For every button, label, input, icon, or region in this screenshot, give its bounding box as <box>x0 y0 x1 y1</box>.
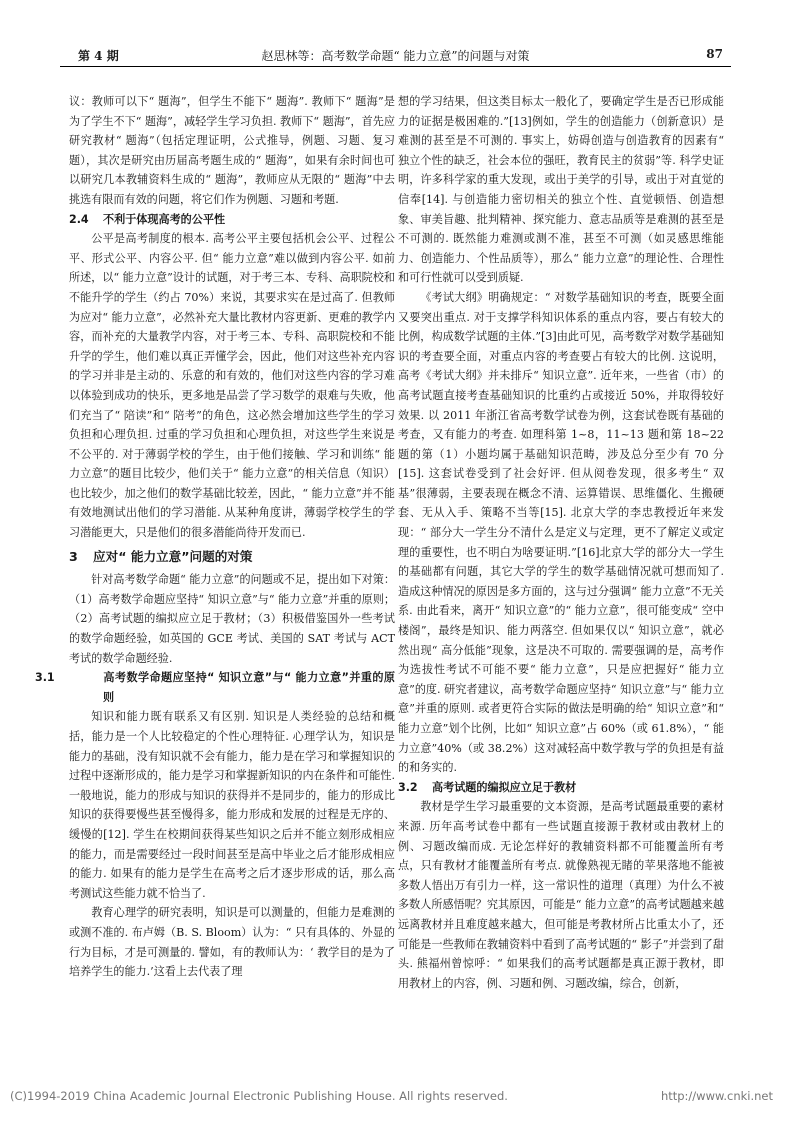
paragraph: 公平是高考制度的根本. 高考公平主要包括机会公平、过程公平、形式公平、内容公平. 但“ 能力立意”难以做到内容公平. 如前所述，以“ 能力立意”设计的试题，对于考三本、专科、高职院校和不能升学的学生（约占 70%）来说，其要求实在是过高了. 但教师为应对“ 能力立意”，必然补充大量比教材内容更新、更难的教学内容，而补充的大量教学内容，对于考三本、专科、高职院校和不能升学的学生，他们难以真正弄懂学会，因此，他们对这些补充内容的学习并非是主动的、乐意的和有效的，他们对这些内容的学习难以体验到成功的快乐，更多地是品尝了学习数学的艰难与失败，他们充当了“ 陪读”和“ 陪考”的角色，这必然会增加这些学生的学习负担和心理负担. 过重的学习负担和心理负担，对这些学生来说是不公平的. 对于薄弱学校的学生，由于他们接触、学习和训练“ 能力立意”的题目比较少，他们关于“ 能力立意”的相关信息（知识）也比较少，加之他们的数学基础比较差，因此，“ 能力立意”并不能有效地测试出他们的学习潜能. 从某种角度讲，薄弱学校学生的学习潜能更大，只是他们的很多潜能尚待开发而已. <box>69 232 395 540</box>
paragraph: 针对高考数学命题“ 能力立意”的问题或不足，提出如下对策：（1）高考数学命题应坚持“ 知识立意”与“ 能力立意”并重的原则；（2）高考试题的编拟应立足于教材；（3）积极借鉴国外一些考试的数学命题经验，如英国的 GCE 考试、美国的 SAT 考试与 ACT 考试的数学命题经验. <box>69 573 395 665</box>
running-header <box>60 44 731 67</box>
running-title: 赵思林等：高考数学命题“ 能力立意”的问题与对策 <box>261 49 530 63</box>
left-column <box>35 92 395 982</box>
section-number: 2.4 <box>69 212 89 226</box>
website-link[interactable]: http://www.cnki.net <box>660 1089 773 1103</box>
section-heading-3 <box>69 547 395 567</box>
paragraph: 教材是学生学习最重要的文本资源，是高考试题最重要的素材来源. 历年高考试卷中都有一些试题直接源于教材或由教材上的例、习题改编而成. 无论怎样好的教辅资料都不可能覆盖所有考点，只有教材才能覆盖所有考点. 就像熟视无睹的苹果落地不能被多数人悟出万有引力一样，这一常识性的道理（真理）为什么不被多数人所感悟呢？究其原因，可能是“ 能力立意”的高考试题越来越远离教材并且难度越来越大，但可能是考教材所占比重太小了，还可能是一些教师在教辅资料中看到了高考试题的“ 影子”并尝到了甜头. 熊福州曾惊呼：“ 如果我们的高考试题都是真正源于教材，即用教材上的内容，例、习题和例、习题改编，综合，创新， <box>398 800 724 990</box>
section-number: 3.1 <box>35 671 55 685</box>
section-title: 高考数学命题应坚持“ 知识立意”与“ 能力立意”并重的原则 <box>103 671 395 704</box>
issue-number: 第 4 期 <box>78 49 119 63</box>
section-title: 应对“ 能力立意”问题的对策 <box>93 548 253 564</box>
paragraph: 知识和能力既有联系又有区别. 知识是人类经验的总结和概括，能力是一个人比较稳定的个性心理特征. 心理学认为，知识是能力的基础，没有知识就不会有能力，能力是在学习和掌握知识的过程中逐渐形成的，能力是学习和掌握新知识的内在条件和可能性. 一般地说，能力的形成与知识的获得并不是同步的，能力的形成比知识的获得要慢些甚至慢得多，能力形成和发展的过程是无序的、缓慢的[12]. 学生在校期间获得某些知识之后并不能立刻形成相应的能力，而是需要经过一段时间甚至是高中毕业之后才能形成相应的能力. 如果有的能力是学生在高考之后才逐步形成的话，那么高考测试这些能力就不恰当了. <box>69 710 395 900</box>
section-number: 3.2 <box>398 780 418 794</box>
paragraph: 教育心理学的研究表明，知识是可以测量的，但能力是难测的或测不准的. 布卢姆（B. S. Bloom）认为：“ 只有具体的、外显的行为目标，才是可测量的. 譬如，有的教师认为：‘ 教学目的是为了培养学生的能力.’这看上去代表了理 <box>69 906 395 979</box>
paragraph: 议：教师可以下“ 题海”，但学生不能下“ 题海”. 教师下“ 题海”是为了学生不下“ 题海”，减轻学生学习负担. 教师下“ 题海”，首先应研究教材“ 题海”（包括定理证明，公式推导，例题、习题、复习题），其次是研究由历届高考题生成的“ 题海”，如果有余时间也可以研究几本教辅资料生成的“ 题海”，教师应从无限的“ 题海”中去挑选有限而有效的问题，将它们作为例题、习题和考题. <box>69 95 395 206</box>
paragraph: 《考试大纲》明确规定：“ 对数学基础知识的考查，既要全面又要突出重点. 对于支撑学科知识体系的重点内容，要占有较大的比例，构成数学试题的主体.”[3]由此可见，高考数学对数学基础知识的考查要全面，对重点内容的考查要占有较大的比例. 这说明，高考《考试大纲》并未排斥“ 知识立意”. 近年来，一些省（市）的高考试题直接考查基础知识的比重约占或接近 50%，并取得较好效果. 以 2011 年浙江省高考数学试卷为例，这套试卷既有基础的考查，又有能力的考查. 如理科第 1~8，11~13 题和第 18~22 题的第（1）小题均属于基础知识范畴，涉及总分至少有 70 分[15]. 这套试卷受到了社会好评. 但从阅卷发现，很多考生“ 双基”很薄弱，主要表现在概念不清、运算错误、思维僵化、生搬硬套、无从入手、策略不当等[15]. 北京大学的李忠教授近年来发现：“ 部分大一学生分不清什么是定义与定理，更不了解定义或定理的重要性，也不明白为啥要证明.”[16]北京大学的部分大一学生的基础都有问题，其它大学的学生的数学基础情况就可想而知了. 造成这种情况的原因是多方面的，这与过分强调“ 能力立意”不无关系. 由此看来，离开“ 知识立意”的“ 能力立意”，很可能变成“ 空中楼阁”，最终是知识、能力两落空. 但如果仅以“ 知识立意”，就必然出现“ 高分低能”现象，这是决不可取的. 需要强调的是，高考作为选拔性考试不可能不要“ 能力立意”，只是应把握好“ 能力立意”的度. 研究者建议，高考数学命题应坚持“ 知识立意”与“ 能力立意”并重的原则. 或者更符合实际的做法是明确的给“ 知识立意”和“ 能力立意”划个比例，比如“ 知识立意”占 60%（或 61.8%），“ 能力立意”40%（或 38.2%）这对减轻高中数学教与学的负担是有益的和务实的. <box>398 290 724 775</box>
page-number: 87 <box>706 47 723 61</box>
section-heading-2-4 <box>69 210 395 230</box>
section-title: 不利于体现高考的公平性 <box>103 212 226 226</box>
section-heading-3-1 <box>35 668 395 707</box>
section-number: 3 <box>69 548 78 564</box>
paragraph: 想的学习结果，但这类目标太一般化了，要确定学生是否已形成能力的证据是极困难的.”[13]例如，学生的创造能力（创新意识）是难测的甚至是不可测的. 事实上，妨碍创造与创造教育的因素有“ 独立个性的缺乏，社会本位的强旺，教育民主的贫弱”等. 科学史证明，许多科学家的重大发现，或出于美学的引导，或出于对直觉的信奉[14]. 与创造能力密切相关的独立个性、直觉顿悟、创造想象、审美旨趣、批判精神、探究能力、意志品质等是难测的甚至是不可测的. 既然能力难测或测不准，甚至不可测（如灵感思维能力、创造能力、个性品质等），那么“ 能力立意”的理论性、合理性和可行性就可以受到质疑. <box>398 95 724 285</box>
section-heading-3-2 <box>398 778 724 798</box>
section-title: 高考试题的编拟应立足于教材 <box>432 780 577 794</box>
right-column <box>398 92 724 993</box>
copyright-notice: (C)1994-2019 China Academic Journal Electronic Publishing House. All rights reserved. <box>10 1089 508 1103</box>
